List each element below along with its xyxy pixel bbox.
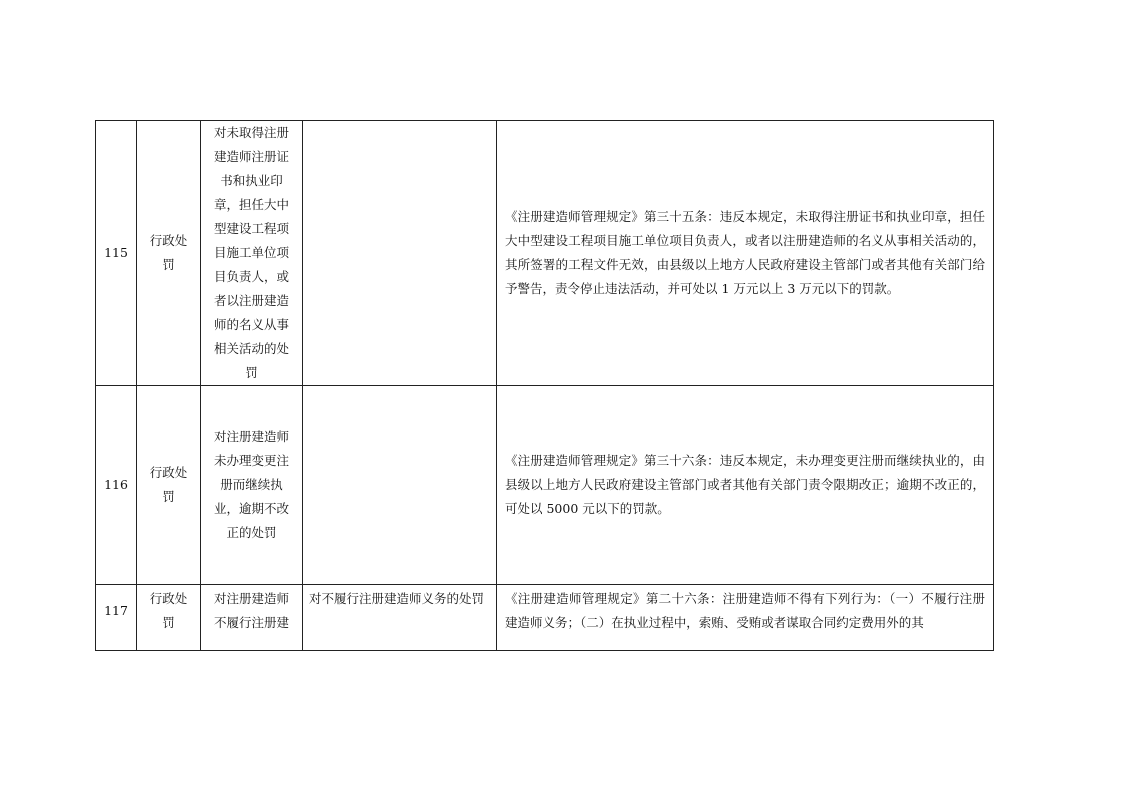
item-name: 对未取得注册建造师注册证书和执业印章，担任大中型建设工程项目施工单位项目负责人，或者以注册建造师的名义从事相关活动的处罚 [213, 125, 289, 380]
item-name: 对注册建造师不履行注册建 [213, 591, 289, 630]
row-number: 117 [104, 603, 128, 618]
legal-basis-cell [497, 121, 994, 386]
power-type: 行政处罚 [149, 591, 188, 630]
legal-basis: 《注册建造师管理规定》第三十五条：违反本规定，未取得注册证书和执业印章，担任大中型建设工程项目施工单位项目负责人，或者以注册建造师的名义从事相关活动的，其所签署的工程文件无效，由县级以上地方人民政府建设主管部门或者其他有关部门给予警告，责令停止违法活动，并可处以 1 万元以上 3 万元以下的罚款。 [505, 209, 985, 296]
sub-item-cell [303, 585, 497, 651]
row-number-cell [96, 121, 137, 386]
table-row [96, 585, 994, 651]
legal-basis-cell [497, 386, 994, 585]
item-name-cell [201, 386, 303, 585]
sub-item-name: 对不履行注册建造师义务的处罚 [309, 591, 485, 606]
item-name-cell [201, 121, 303, 386]
table-row [96, 121, 994, 386]
penalty-table [95, 120, 994, 651]
power-type: 行政处罚 [149, 465, 188, 504]
power-type-cell [137, 386, 201, 585]
table-row [96, 386, 994, 585]
sub-item-cell [303, 386, 497, 585]
power-type-cell [137, 121, 201, 386]
power-type-cell [137, 585, 201, 651]
sub-item-cell [303, 121, 497, 386]
legal-basis: 《注册建造师管理规定》第三十六条：违反本规定，未办理变更注册而继续执业的，由县级以上地方人民政府建设主管部门或者其他有关部门责令限期改正；逾期不改正的，可处以 5000 元以下的罚款。 [505, 453, 985, 516]
row-number: 116 [104, 477, 128, 492]
row-number: 115 [104, 245, 128, 260]
legal-basis: 《注册建造师管理规定》第二十六条：注册建造师不得有下列行为：（一）不履行注册建造师义务；（二）在执业过程中，索贿、受贿或者谋取合同约定费用外的其 [505, 591, 985, 630]
legal-basis-cell [497, 585, 994, 651]
row-number-cell [96, 585, 137, 651]
power-type: 行政处罚 [149, 233, 188, 272]
row-number-cell [96, 386, 137, 585]
item-name-cell [201, 585, 303, 651]
item-name: 对注册建造师未办理变更注册而继续执业，逾期不改正的处罚 [213, 429, 289, 540]
